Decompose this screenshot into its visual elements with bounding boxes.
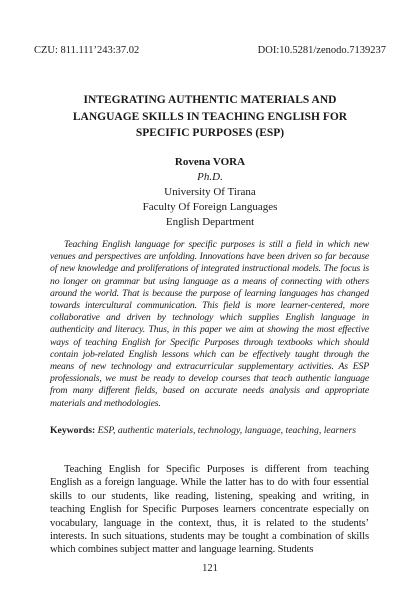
keywords <box>50 425 369 437</box>
body-paragraph: Teaching English for Specific Purposes is different from teaching English as a foreign language. While the latter has to do with four essential skills to our students, like reading, listening, speaking and writing, in teaching English for Specific Purposes learners concentrate especially on vocabulary, language in the context, thus, it is related to the students’ interests. In such situations, students may be tought a combination of skills which combines subject matter and language learning. Students <box>50 464 369 556</box>
author-block <box>0 155 420 230</box>
keywords-label: Keywords: <box>50 425 98 436</box>
author-faculty: Faculty Of Foreign Languages <box>142 201 278 213</box>
doi-identifier: DOI:10.5281/zenodo.7139237 <box>257 45 386 56</box>
author-degree: Ph.D. <box>197 171 223 183</box>
author-department: English Department <box>165 216 255 228</box>
page-number: 121 <box>202 563 218 574</box>
author-university: University Of Tirana <box>164 186 256 198</box>
czu-code: CZU: 811.111’243:37.02 <box>34 45 140 56</box>
paper-title: INTEGRATING AUTHENTIC MATERIALS AND LANGUAGE SKILLS IN TEACHING ENGLISH FOR SPECIFIC PURPOSES (ESP) <box>72 94 348 139</box>
keywords-text: ESP, authentic materials, technology, language, teaching, learners <box>97 425 357 436</box>
author-name: Rovena VORA <box>174 156 246 168</box>
abstract: Teaching English language for specific purposes is still a field in which new venues and perspectives are unfolding. Innovations have been driven so far because of new knowledge and proliferations of integrated instructional models. The focus is no longer on grammar but using language as a means of connecting with others around the world. That is because the purpose of learning languages has changed towards intercultural communication. This field is more learner-centered, more collaborative and driven by technology which supplies English language in authenticity and literacy. Thus, in this paper we aim at showing the most effective ways of teaching English for Specific Purposes through textbooks which should contain job-related English lessons which can be effectively taught through the means of new technology and extracurricular supplementary activities. As ESP professionals, we must be ready to develop courses that teach authentic language from many different fields, based on accurate needs analysis and appropriate materials and methodologies. <box>50 239 369 409</box>
